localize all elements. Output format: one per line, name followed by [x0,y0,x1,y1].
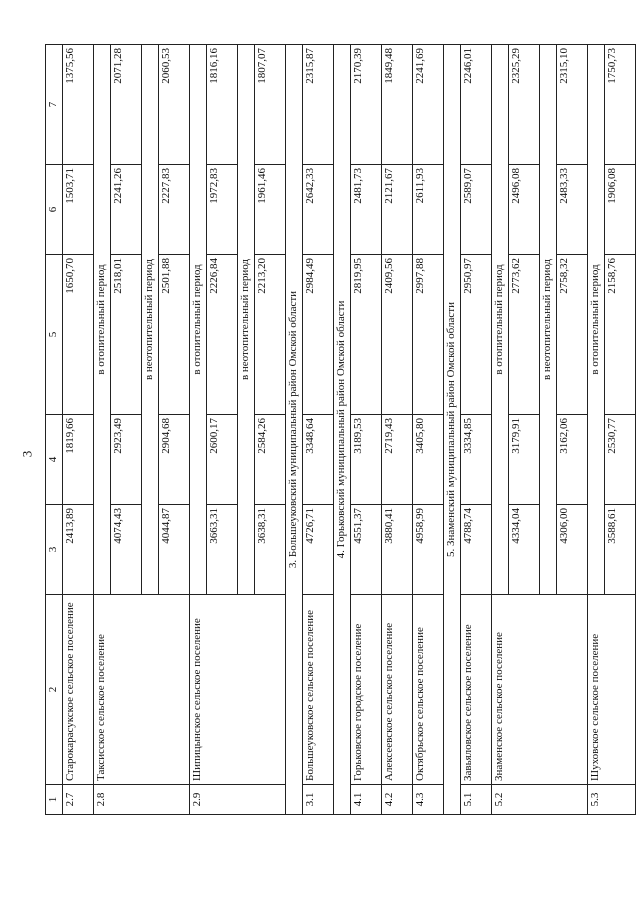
value-cell: 2496,08 [509,165,540,255]
value-cell: 2984,49 [303,255,334,415]
settlement-name: Большеуковское сельское поселение [303,595,334,785]
settlement-name: Таксисское сельское поселение [94,595,190,785]
row-number: 5.2 [492,785,588,815]
value-cell: 2213,20 [255,255,286,415]
header-cell: 4 [46,415,63,505]
value-cell: 1906,08 [605,165,636,255]
value-cell: 3405,80 [413,415,444,505]
value-cell: 1819,66 [63,415,94,505]
value-cell: 4788,74 [461,505,492,595]
settlement-name: Горьковское городское поселение [351,595,382,785]
period-label-heating: в отопительный период [190,45,207,595]
value-cell: 2158,76 [605,255,636,415]
header-cell: 6 [46,165,63,255]
header-cell: 5 [46,255,63,415]
value-cell: 2923,49 [111,415,142,505]
value-cell: 3880,41 [382,505,413,595]
value-cell: 3189,53 [351,415,382,505]
value-cell: 2904,68 [159,415,190,505]
row-number: 5.1 [461,785,492,815]
value-cell: 1849,48 [382,45,413,165]
table-row [382,45,413,815]
value-cell: 2530,77 [605,415,636,505]
header-row [46,45,63,815]
settlement-name: Алексеевское сельское поселение [382,595,413,785]
period-label-row [588,45,605,815]
value-cell: 1807,07 [255,45,286,165]
value-cell: 3638,31 [255,505,286,595]
value-cell: 4726,71 [303,505,334,595]
row-number: 5.3 [588,785,636,815]
rotated-table-wrapper [45,45,618,815]
section-row [334,45,351,815]
table-row [351,45,382,815]
table-row [303,45,334,815]
value-cell: 4044,87 [159,505,190,595]
period-label-row [492,45,509,815]
period-label-nonheating: в неотопительный период [238,45,255,595]
value-cell: 2501,88 [159,255,190,415]
header-cell: 1 [46,785,63,815]
value-cell: 3179,91 [509,415,540,505]
period-label-nonheating: в неотопительный период [142,45,159,595]
period-label-row [190,45,207,815]
period-label-heating: в отопительный период [492,45,509,595]
row-number: 2.8 [94,785,190,815]
landscape-page [45,45,618,815]
value-cell: 4334,04 [509,505,540,595]
tariff-table [45,44,636,815]
value-cell: 2518,01 [111,255,142,415]
value-cell: 1972,83 [207,165,238,255]
value-cell: 2642,33 [303,165,334,255]
value-cell: 3162,06 [557,415,588,505]
value-cell: 3334,85 [461,415,492,505]
section-title: 3. Большеуковский муниципальный район Омской области [286,45,303,815]
settlement-name: Шуховское сельское поселение [588,595,636,785]
section-title: 4. Горьковский муниципальный район Омской области [334,45,351,815]
value-cell: 2611,93 [413,165,444,255]
settlement-name: Знаменское сельское поселение [492,595,588,785]
period-label-row [94,45,111,815]
value-cell: 2071,28 [111,45,142,165]
value-cell: 2315,10 [557,45,588,165]
value-cell: 1961,46 [255,165,286,255]
value-cell: 3348,64 [303,415,334,505]
value-cell: 1650,70 [63,255,94,415]
value-cell: 4074,43 [111,505,142,595]
value-cell: 1503,71 [63,165,94,255]
value-cell: 1816,16 [207,45,238,165]
value-cell: 2241,26 [111,165,142,255]
value-cell: 2758,32 [557,255,588,415]
value-cell: 2600,17 [207,415,238,505]
value-cell: 3588,61 [605,505,636,595]
row-number: 2.9 [190,785,286,815]
section-row [286,45,303,815]
table-row [63,45,94,815]
table-body [46,45,636,815]
value-cell: 2226,84 [207,255,238,415]
settlement-name: Завьяловское сельское поселение [461,595,492,785]
section-row [444,45,461,815]
value-cell: 2409,56 [382,255,413,415]
period-label-heating: в отопительный период [588,45,605,595]
header-cell: 3 [46,505,63,595]
table-row [461,45,492,815]
value-cell: 2170,39 [351,45,382,165]
page-number: 3 [19,450,35,458]
value-cell: 1750,73 [605,45,636,165]
value-cell: 2481,73 [351,165,382,255]
value-cell: 2227,83 [159,165,190,255]
row-number: 2.7 [63,785,94,815]
header-cell: 2 [46,595,63,785]
value-cell: 2413,89 [63,505,94,595]
settlement-name: Старокарасукское сельское поселение [63,595,94,785]
value-cell: 2315,87 [303,45,334,165]
row-number: 4.3 [413,785,444,815]
value-cell: 3663,31 [207,505,238,595]
value-cell: 2773,62 [509,255,540,415]
value-cell: 2121,67 [382,165,413,255]
value-cell: 4306,00 [557,505,588,595]
value-cell: 2589,07 [461,165,492,255]
table-row [413,45,444,815]
row-number: 4.1 [351,785,382,815]
value-cell: 1375,56 [63,45,94,165]
value-cell: 2819,95 [351,255,382,415]
value-cell: 4551,37 [351,505,382,595]
value-cell: 2483,33 [557,165,588,255]
value-cell: 2246,01 [461,45,492,165]
section-title: 5. Знаменский муниципальный район Омской области [444,45,461,815]
settlement-name: Октябрьское сельское поселение [413,595,444,785]
value-cell: 2241,69 [413,45,444,165]
row-number: 3.1 [303,785,334,815]
row-number: 4.2 [382,785,413,815]
period-label-heating: в отопительный период [94,45,111,595]
value-cell: 2325,29 [509,45,540,165]
value-cell: 2584,26 [255,415,286,505]
value-cell: 4958,99 [413,505,444,595]
header-cell: 7 [46,45,63,165]
value-cell: 2719,43 [382,415,413,505]
value-cell: 2060,53 [159,45,190,165]
value-cell: 2950,97 [461,255,492,415]
settlement-name: Шипицынское сельское поселение [190,595,286,785]
period-label-nonheating: в неотопительный период [540,45,557,595]
value-cell: 2997,88 [413,255,444,415]
